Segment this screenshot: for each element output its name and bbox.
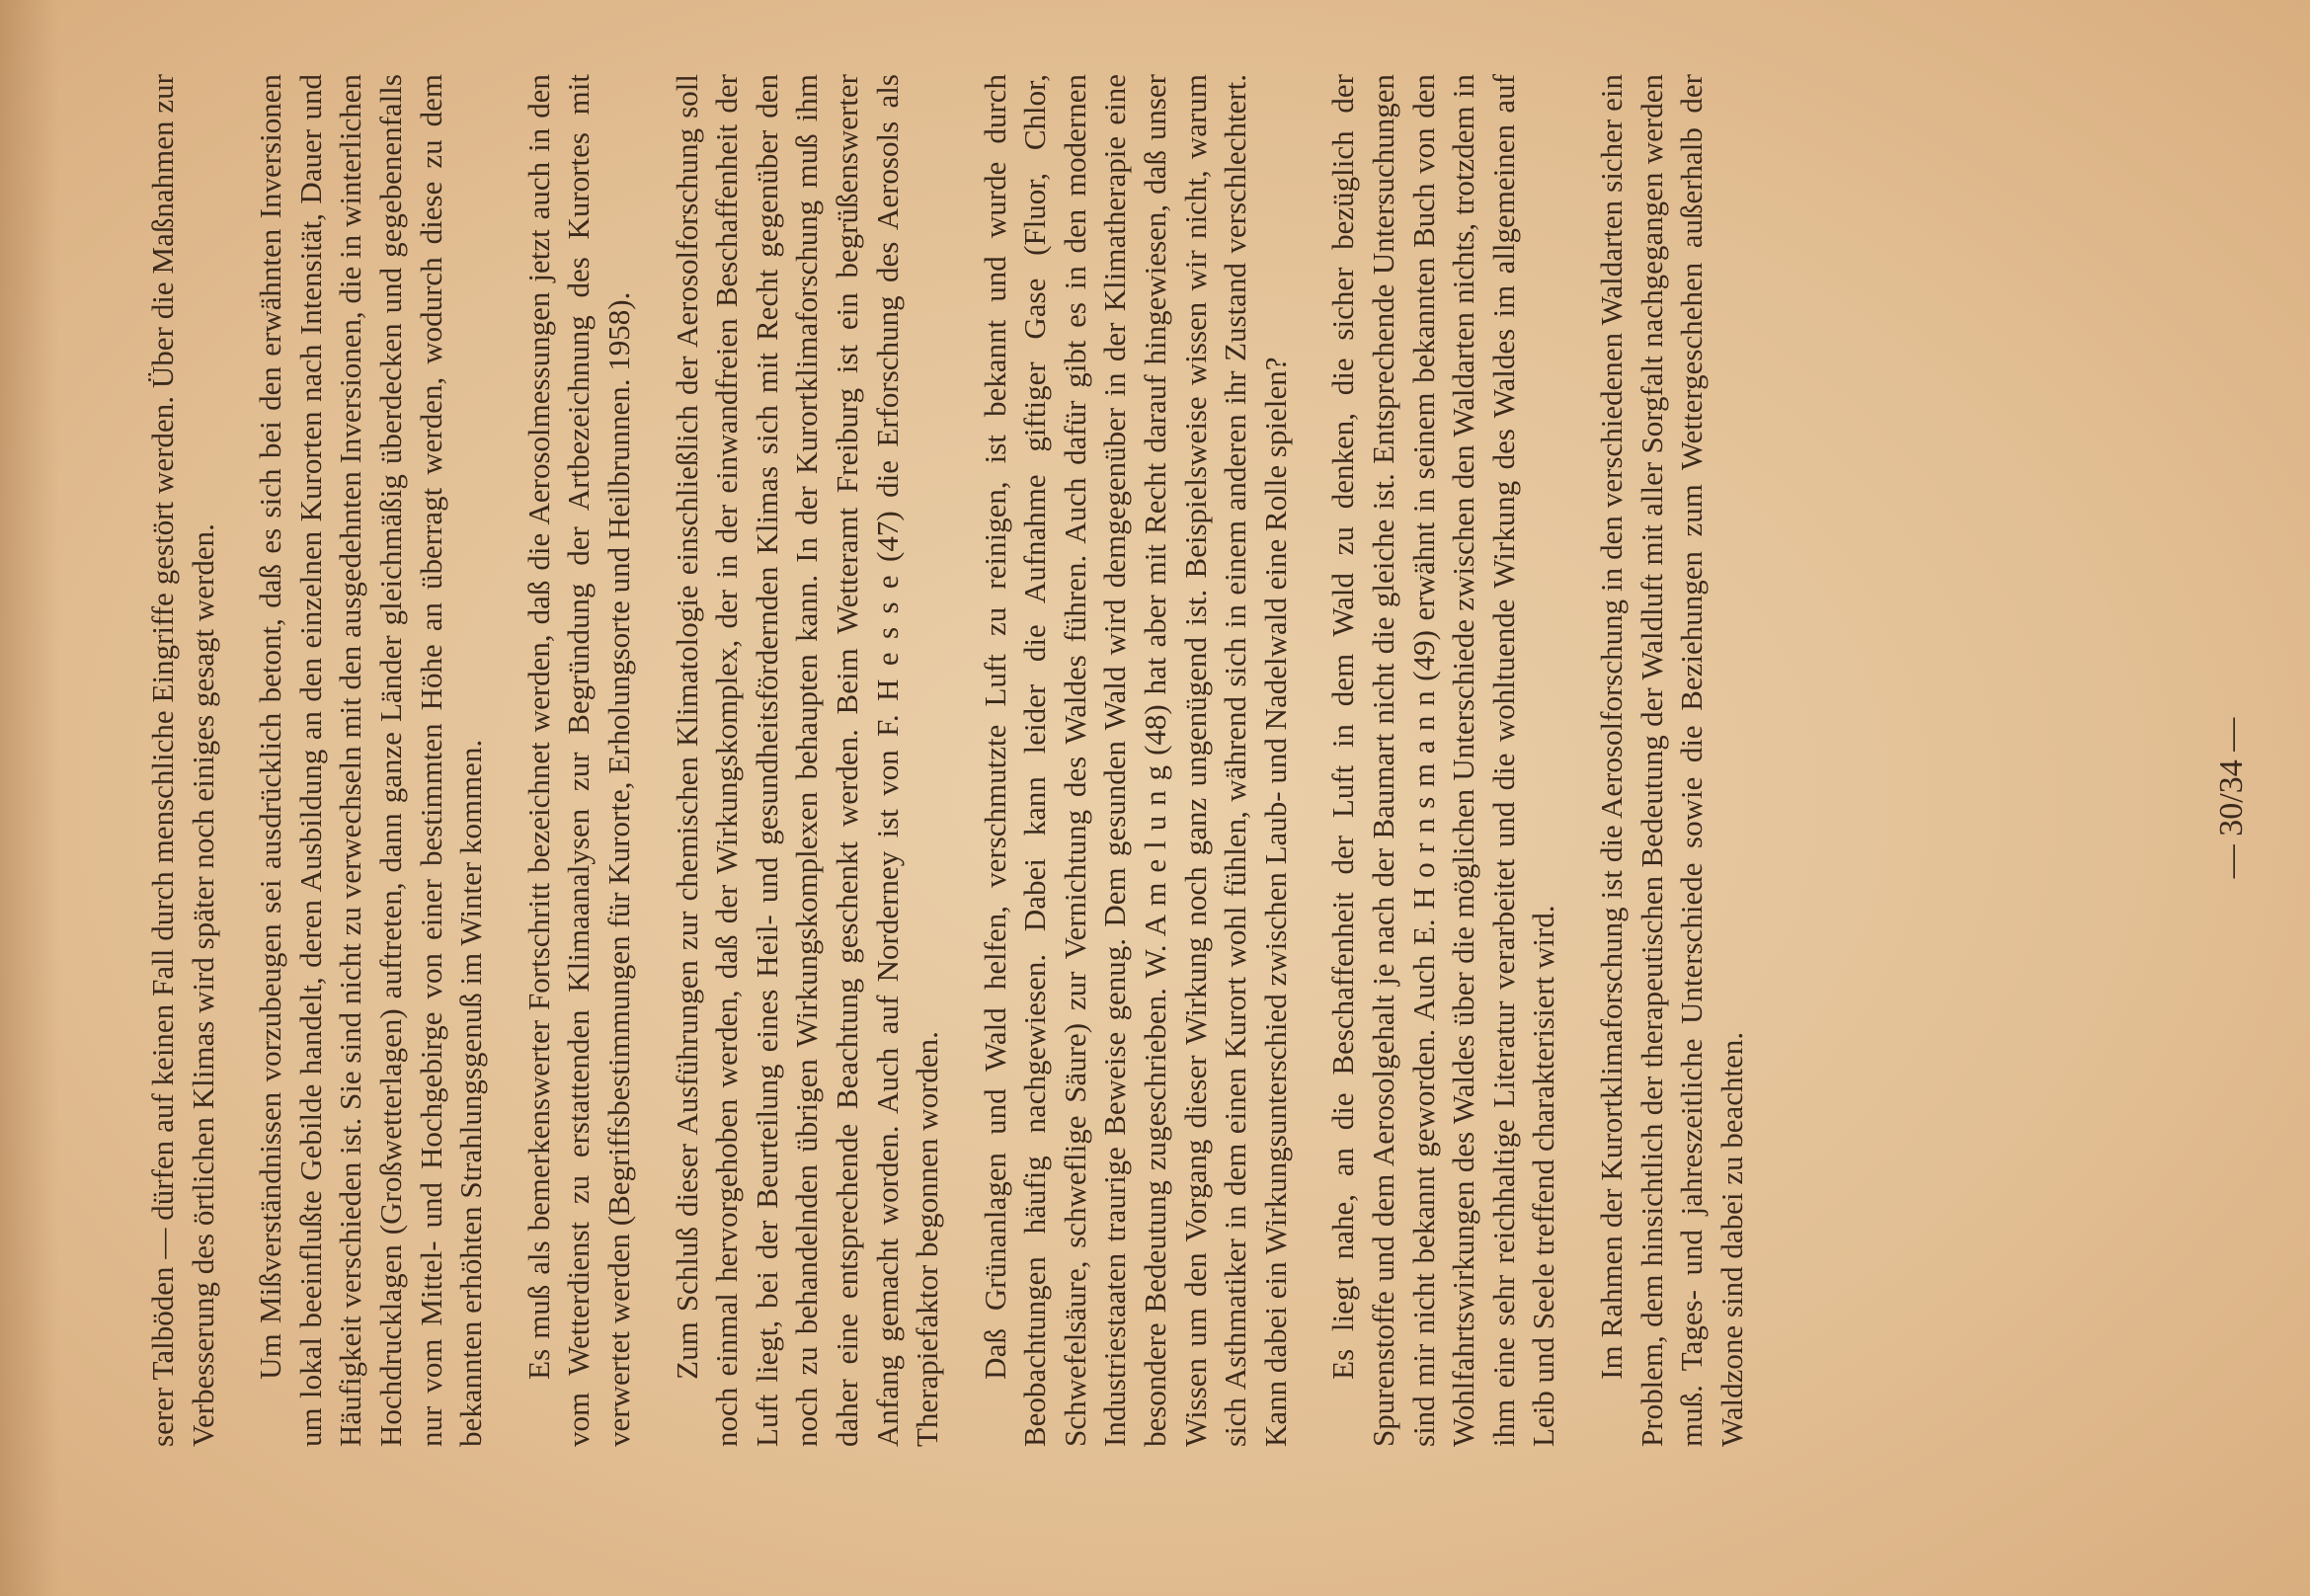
paragraph-7: Im Rahmen der Kurortklimaforschung ist die Aerosolforschung in den verschiedenen Waldarten sicher ein Problem, dem hinsichtlich der therapeutischen Bedeutung der Waldluft mit aller Sorgfalt nachgegangen werden muß. Tages- und jahreszeitliche Unterschiede sowie die Beziehungen zum Wettergeschehen außerhalb der Waldzone sind dabei zu beachten. [1594, 74, 1749, 1447]
page-number: — 30/34 — [2213, 717, 2250, 879]
paragraph-3: Es muß als bemerkenswerter Fortschritt bezeichnet werden, daß die Aerosolmessungen jetzt auch in den vom Wetterdienst zu erstattenden Klimaanalysen zur Begründung der Artbezeichnung des Kurortes mit verwertet werden (Begriffsbestimmungen für Kurorte, Erholungsorte und Heilbrunnen. 1958). [520, 74, 636, 1447]
paragraph-5: Daß Grünanlagen und Wald helfen, verschmutzte Luft zu reinigen, ist bekannt und wurde durch Beobachtungen häufig nachgewiesen. Dabei kann leider die Aufnahme giftiger Gase (Fluor, Chlor, Schwefelsäure, schweflige Säure) zur Vernichtung des Waldes führen. Auch dafür gibt es in den modernen Industriestaaten traurige Beweise genug. Dem gesunden Wald wird demgegenüber in der Klimatherapie eine besondere Bedeutung zugeschrieben. W. A m e l u n g (48) hat aber mit Recht darauf hingewiesen, daß unser Wissen um den Vorgang dieser Wirkung noch ganz ungenügend ist. Beispielsweise wissen wir nicht, warum sich Asthmatiker in dem einen Kurort wohl fühlen, während sich in einem anderen ihr Zustand verschlechtert. Kann dabei ein Wirkungsunterschied zwischen Laub- und Nadelwald eine Rolle spielen? [977, 74, 1293, 1447]
paragraph-1: serer Talböden — dürfen auf keinen Fall durch menschliche Eingriffe gestört werden. Über die Maßnahmen zur Verbesserung des örtlichen Klimas wird später noch einiges gesagt werden. [145, 74, 220, 1447]
page-edge-shadow [0, 0, 59, 1596]
paragraph-4: Zum Schluß dieser Ausführungen zur chemischen Klimatologie einschließlich der Aerosolforschung soll noch einmal hervorgehoben werden, daß der Wirkungskomplex, der in der einwandfreien Beschaffenheit der Luft liegt, bei der Beurteilung eines Heil- und gesundheitsfördernden Klimas sich mit Recht gegenüber den noch zu behandelnden übrigen Wirkungskomplexen behaupten kann. In der Kurortklimaforschung muß ihm daher eine entsprechende Beachtung geschenkt werden. Beim Wetteramt Freiburg ist ein begrüßenswerter Anfang gemacht worden. Auch auf Norderney ist von F. H e s s e (47) die Erforschung des Aerosols als Therapiefaktor begonnen worden. [669, 74, 945, 1447]
paragraph-2: Um Mißverständnissen vorzubeugen sei ausdrücklich betont, daß es sich bei den erwähnten Inversionen um lokal beeinflußte Gebilde handelt, deren Ausbildung an den einzelnen Kurorten nach Intensität, Dauer und Häufigkeit verschieden ist. Sie sind nicht zu verwechseln mit den ausgedehnten Inversionen, die in winterlichen Hochdrucklagen (Großwetterlagen) auftreten, dann ganze Länder gleichmäßig überdecken und gegebenenfalls nur vom Mittel- und Hochgebirge von einer bestimmten Höhe an überragt werden, wodurch diese zu dem bekannten erhöhten Strahlungsgenuß im Winter kommen. [253, 74, 489, 1447]
paragraph-6: Es liegt nahe, an die Beschaffenheit der Luft in dem Wald zu denken, die sicher bezüglich der Spurenstoffe und dem Aerosolgehalt je nach der Baumart nicht die gleiche ist. Entsprechende Untersuchungen sind mir nicht bekannt geworden. Auch E. H o r n s m a n n (49) erwähnt in seinem bekannten Buch von den Wohlfahrtswirkungen des Waldes über die möglichen Unterschiede zwischen den Waldarten nichts, trotzdem in ihm eine sehr reichhaltige Literatur verarbeitet und die wohltuende Wirkung des Waldes im allgemeinen auf Leib und Seele treffend charakterisiert wird. [1325, 74, 1561, 1447]
body-text [143, 74, 1780, 1447]
